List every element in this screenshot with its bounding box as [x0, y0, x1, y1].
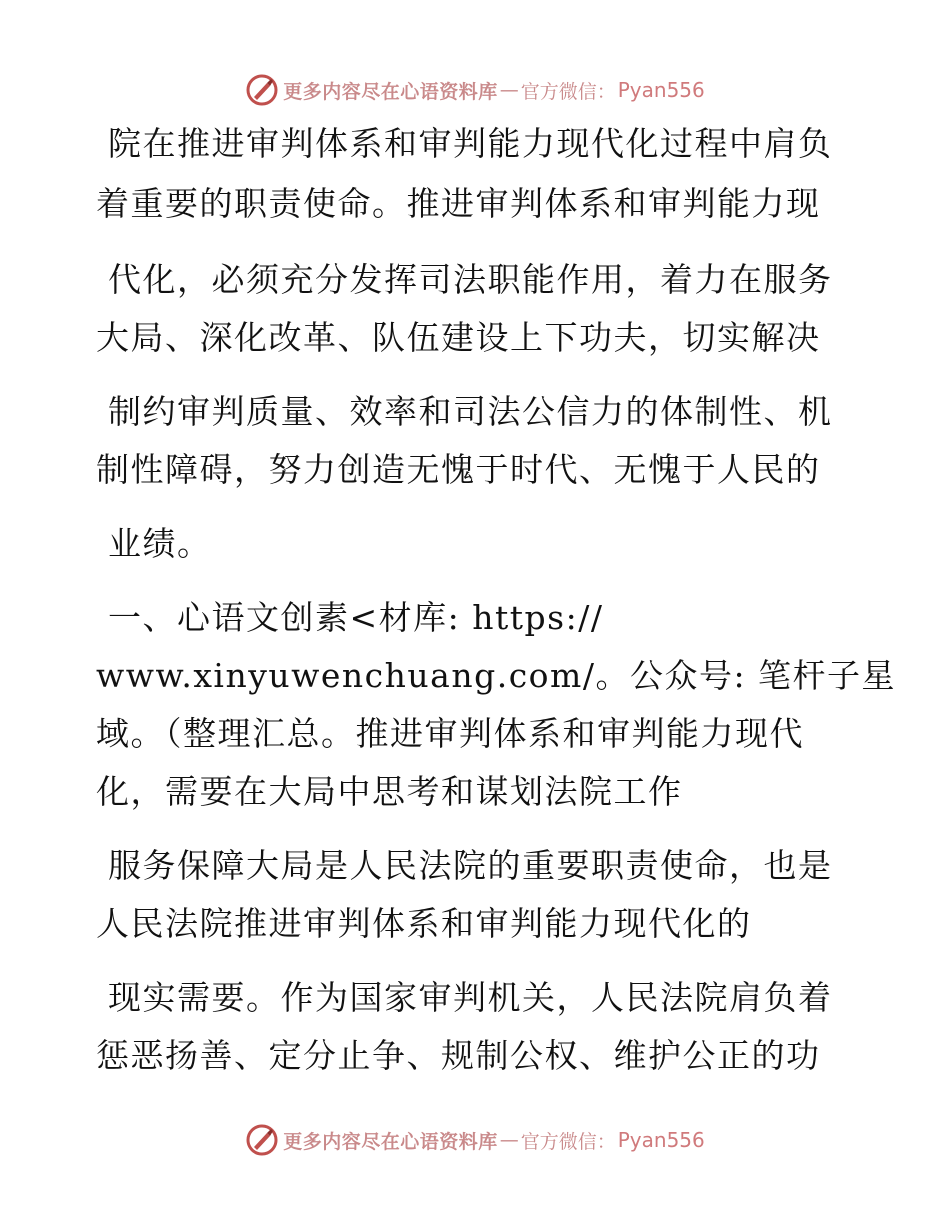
banner-wechat-label: 官方微信：	[520, 1130, 616, 1153]
body-line: 业绩。	[108, 524, 212, 563]
body-line: 制约审判质量、效率和司法公信力的体制性、机	[108, 392, 833, 431]
banner-text: 更多内容尽在心语资料库	[283, 80, 498, 103]
footer-banner	[0, 1120, 950, 1160]
banner-wechat-id: Pyan556	[617, 1128, 705, 1152]
pen-logo-icon	[245, 1123, 279, 1157]
body-line: 现实需要。作为国家审判机关，人民法院肩负着	[108, 978, 833, 1017]
body-line: 制性障碍，努力创造无愧于时代、无愧于人民的	[96, 450, 821, 489]
body-line: www.xinyuwenchuang.com/。公众号: 笔杆子星	[96, 656, 897, 695]
body-line: 服务保障大局是人民法院的重要职责使命，也是	[108, 846, 833, 885]
banner-separator: —	[499, 1129, 519, 1151]
banner-separator: —	[499, 79, 519, 101]
banner-wechat-id: Pyan556	[617, 78, 705, 102]
body-line: 大局、深化改革、队伍建设上下功夫，切实解决	[96, 318, 821, 357]
body-line: 一、心语文创素<材库: https://	[108, 598, 604, 637]
header-banner	[0, 70, 950, 110]
banner-text: 更多内容尽在心语资料库	[283, 1130, 498, 1153]
body-line: 人民法院推进审判体系和审判能力现代化的	[96, 904, 752, 943]
body-line: 惩恶扬善、定分止争、规制公权、维护公正的功	[96, 1036, 821, 1075]
pen-logo-icon	[245, 73, 279, 107]
body-line: 着重要的职责使命。推进审判体系和审判能力现	[96, 184, 821, 223]
body-line: 域。（整理汇总。推进审判体系和审判能力现代	[96, 714, 804, 753]
body-line: 院在推进审判体系和审判能力现代化过程中肩负	[108, 124, 833, 163]
body-line: 化，需要在大局中思考和谋划法院工作	[96, 772, 683, 811]
body-line: 代化，必须充分发挥司法职能作用，着力在服务	[108, 260, 833, 299]
banner-wechat-label: 官方微信：	[520, 80, 616, 103]
